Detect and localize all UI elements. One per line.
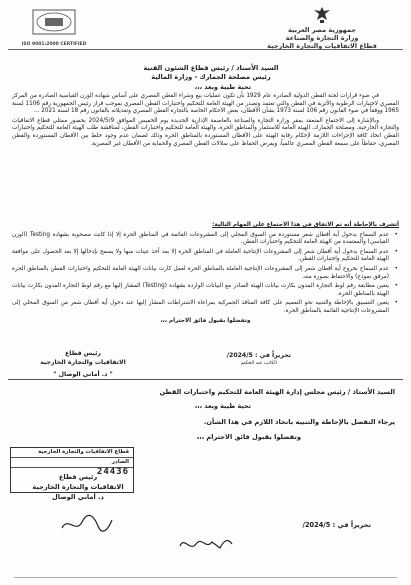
task-item: • يتعين التنسيق بالإحاطة والتنبيه نحو التعميم على كافة المنافذ الجمركية بمراعاة الاشتراطات المشار إليها عند دخول أية أقطان شعر من السوق المحلي إلى المشروعات الإنتاجية القائمة بالمناطق الحرة. (12, 300, 389, 315)
stamp-number: 24436 (96, 467, 129, 477)
stamp-line: الصادر (11, 458, 133, 468)
handwritten-initials-icon (176, 532, 236, 556)
section-divider (8, 379, 403, 380)
signer-title: رئيس قطاع (65, 350, 101, 357)
page-footer-rule (14, 577, 397, 582)
date: تحريراً في : 2024/5/ (226, 352, 291, 359)
task-item: • عدم السماح بدخول أية أقطان شعر مستوردة من السوق المحلي إلى المشروعات القائمة في المناطق الحرة إلا إذا كانت مصحوبة بشهادة Testing (الوزن القياسي) والمعتمدة من الهيئة العامة للتحكيم واختبارات القطن. (12, 232, 389, 247)
signature-block (28, 350, 138, 380)
header-rule (8, 49, 403, 50)
tasks-list (12, 232, 399, 316)
iso-seal-icon (31, 8, 77, 38)
eagle-emblem-icon (312, 6, 332, 24)
ministry-line: جمهورية مصر العربية (288, 26, 356, 34)
date-2: تحريراً في : 2024/5/ (302, 521, 371, 529)
tasks-intro: أتشرف بالإحاطة أنه تم الاتفاق في هذا الاجتماع على المهام التالية: (212, 222, 399, 228)
stamp-line: قطاع الاتفاقيات والتجارة الخارجية (11, 448, 133, 458)
signer-title-2: رئيس قطاع (58, 473, 98, 481)
task-item: • عدم السماح بدخول أية أقطان شعر إلى المشروعات الإنتاجية العاملة في المناطق الحرة إلا بعد أخذ عينات منها ولا يسمح بإدخالها إلا بعد الحصول على موافقة الهيئة العامة للتحكيم واختبارات القطن. (12, 249, 389, 264)
tasks-section (12, 222, 399, 325)
iso-text: ISO 9001:2000 CERTIFIED (21, 42, 87, 47)
closing: وتفضلوا بقبول فائق الاحترام ،،، (160, 317, 251, 324)
signer-name-2: د. أماني الوصال (52, 493, 104, 501)
request-text: يرجاء التفضل بالإحاطة والتنبيه باتخاذ اللازم في هذا الشأن. (203, 418, 395, 426)
letter-body (12, 93, 399, 150)
ministry-line: قطاع الاتفاقيات والتجارة الخارجية (267, 42, 377, 50)
date-note: الكاتب عبد الحكيم (240, 361, 277, 366)
handwritten-signature-icon (58, 512, 114, 536)
greeting-2: تحية طيبة وبعد ،،، (194, 402, 251, 410)
ministry-line: وزارة التجارة والصناعة (285, 34, 359, 42)
signer-name: " د. أماني الوصال " (53, 371, 113, 378)
body-paragraph: وبالإشارة إلى الاجتماع المنعقد بمقر وزارة التجارة والصناعة بالعاصمة الإدارية الجديدة يوم الخميس الموافق 2024/5/9 بحضور ممثلي قطاع الاتفاقيات والتجارة الخارجية، ومصلحة الجمارك، الهيئة العامة للاستثمار والمناطق الحرة، والهيئة العامة للتحكيم واختبارات القطن، لمناقشة طلب الهيئة العامة للتحكيم واختبارات القطن اتخاذ كافة الإجراءات اللازمة لإحكام رقابة الهيئة على الأقطان المستوردة بالمناطق الحرة وذلك لضمان عدم وجود خلط بين الأقطان المستوردة والقطن المصري، حفاظاً على سمعة القطن المصري عالمياً، ويفرض الحفاظ على سلالات القطن المصري والحماية من الأقطان غير المصرية. (12, 117, 399, 147)
ministry-header (247, 6, 397, 50)
greeting: تحية طيبة وبعد ،،، (194, 83, 251, 91)
task-item: • يتعين مطابقة رقم لوط التجارة المدون بكارت بيانات الهيئة الصادر مع البيانات الواردة بشهادة (Testing) المشار إليها مع رقم لوط التجارة المدون بكارت بيانات الهيئة بالمناطق الحرة. (12, 283, 389, 298)
body-paragraph: في ضوء قرارات لجنة القطن الدولية الصادرة عام 1929 بأن تكون عمليات بيع وشراء القطن المصري على أساس شهادة الوزن القياسية الصادرة من المركز المصري لاختبارات الرطوبة والأتربة في القطن والتي تعتمد وتصدر من الهيئة العامة للتحكيم واختبارات القطن المصري بموجب قرار رئيس الجمهورية رقم 1106 لسنة 1965 ووفقاً في ضوء القانون رقم 106 لسنة 1973 بشأن الأقطان، بعض الأحكام الخاصة بالتجارة القطن المصري وتعديلاته بالقانون رقم 18 لسنة 2021 ... (12, 93, 399, 115)
iso-certification (8, 8, 100, 47)
task-item: • عدم السماح بخروج أية أقطان شعر إلى المشروعات الإنتاجية العاملة بالمناطق الحرة لعمل كارت بيانات الهيئة العامة للتحكيم واختبارات القطن بالمناطق الحرة (مرفق نموذج) والاحتفاظ بصورة منه. (12, 266, 389, 281)
date-block (227, 352, 291, 368)
recipient-block (131, 64, 291, 82)
recipient-line: رئيس مصلحة الجمارك - وزارة المالية (151, 73, 271, 81)
signature-block-2 (18, 472, 138, 502)
closing-2: وتفضلوا بقبول فائق الاحترام ،،، (196, 433, 301, 441)
recipient-line: السيد الأستاذ / رئيس قطاع الشئون الفنية (143, 64, 279, 72)
recipient-2: السيد الأستاذ / رئيس مجلس إدارة الهيئة العامة للتحكيم واختبارات القطن (159, 388, 395, 396)
signer-dept-2: الاتفاقيات والتجارة الخارجية (32, 483, 124, 491)
signer-dept: الاتفاقيات والتجارة الخارجية (40, 358, 126, 366)
